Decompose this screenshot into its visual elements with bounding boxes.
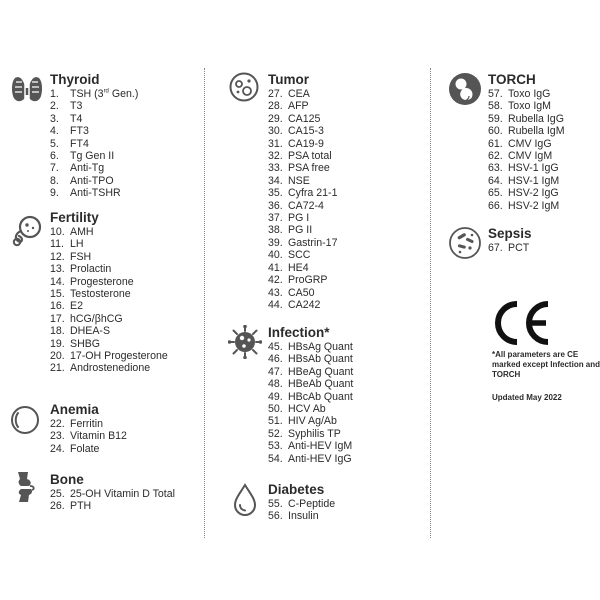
list-item [50,263,200,275]
tumor-cell-icon [228,72,262,106]
list-item [50,313,200,325]
item-number: 15. [50,288,65,301]
item-number: 2. [50,100,59,113]
bone-title: Bone [50,472,84,487]
list-item [268,187,423,199]
list-item [268,262,423,274]
item-number: 16. [50,300,65,313]
item-number: 11. [50,238,64,251]
item-label: Toxo IgG [508,88,551,100]
item-label: CA242 [288,298,321,311]
item-number: 18. [50,325,65,338]
item-label: Progesterone [70,275,134,288]
list-item [50,226,200,238]
fertility-title: Fertility [50,210,99,225]
item-number: 13. [50,263,65,276]
column-1 [10,72,200,532]
column-divider-1 [204,68,205,538]
item-label: Vitamin B12 [70,430,127,443]
infection-list [268,341,423,465]
list-item [488,175,598,187]
ce-mark-logo [490,300,552,346]
list-item [50,162,200,174]
section-torch [448,72,598,226]
section-thyroid [10,72,200,210]
list-item [268,428,423,440]
item-label: CA125 [288,112,321,125]
item-label: HBcAb Quant [288,390,353,403]
item-label: Folate [70,442,100,455]
item-label: PTH [70,500,92,513]
item-number: 56. [268,510,283,523]
list-item [268,415,423,427]
item-label: SHBG [70,337,101,350]
item-number: 14. [50,275,65,288]
list-item [268,299,423,311]
list-item [50,488,200,500]
list-item [268,341,423,353]
infection-title: Infection* [268,325,330,340]
list-item [268,150,423,162]
item-label: Anti-Tg [70,162,105,175]
list-item [488,88,598,100]
item-number: 23. [50,430,65,443]
item-label: CA15-3 [288,125,324,138]
fertility-icon [10,214,44,248]
list-item [50,300,200,312]
list-item [268,274,423,286]
item-label: HSV-1 IgM [508,174,560,187]
anemia-list [50,418,200,455]
section-tumor [228,72,423,325]
item-number: 67. [488,242,503,254]
item-number: 41. [268,261,283,274]
item-label: HSV-2 IgG [508,187,559,200]
list-item [268,403,423,415]
item-label: T3 [70,100,83,113]
tumor-list [268,88,423,311]
blood-cell-icon [10,404,44,438]
list-item [50,138,200,150]
item-number: 49. [268,390,283,403]
item-label: NSE [288,174,310,187]
item-number: 33. [268,162,283,175]
list-item [268,125,423,137]
item-number: 17. [50,312,65,325]
list-item [50,125,200,137]
item-number: 4. [50,125,59,138]
item-number: 38. [268,224,283,237]
item-number: 59. [488,112,503,125]
item-label: HBeAb Quant [288,378,354,391]
item-number: 27. [268,88,283,100]
list-item [268,162,423,174]
item-label: Anti-TPO [70,174,114,187]
item-number: 35. [268,187,283,200]
torch-list [488,88,598,212]
item-number: 44. [268,298,283,311]
list-item [268,453,423,465]
item-label: CMV IgM [508,150,553,163]
item-number: 45. [268,341,283,353]
item-label: HSV-2 IgM [508,199,560,212]
item-label: PSA free [288,162,330,175]
list-item [268,200,423,212]
column-divider-2 [430,68,431,538]
item-label: HSV-1 IgG [508,162,559,175]
item-number: 40. [268,249,283,262]
item-label: Tg Gen II [70,150,115,163]
item-label: 17-OH Progesterone [70,350,168,363]
list-item [268,88,423,100]
item-label: ProGRP [288,274,328,287]
list-item [488,138,598,150]
item-number: 25. [50,488,65,500]
item-number: 64. [488,174,503,187]
item-number: 51. [268,415,283,428]
item-number: 24. [50,442,65,455]
item-number: 48. [268,378,283,391]
list-item [50,251,200,263]
list-item [488,200,598,212]
item-number: 26. [50,500,65,513]
item-number: 28. [268,100,283,113]
list-item [50,362,200,374]
thyroid-icon [10,72,44,106]
item-number: 1. [50,88,59,100]
item-label: FT4 [70,137,89,150]
item-number: 63. [488,162,503,175]
item-label: HBsAg Quant [288,341,353,353]
list-item [50,350,200,362]
item-number: 43. [268,286,283,299]
list-item [50,443,200,455]
item-label: LH [70,238,84,251]
ce-note: *All parameters are CE marked except Infection and TORCH [492,350,600,379]
item-label: AFP [288,100,309,113]
list-item [50,325,200,337]
item-label: Syphilis TP [288,427,341,440]
item-label: T4 [70,112,83,125]
item-number: 37. [268,212,283,225]
blood-drop-icon [228,483,262,517]
list-item [488,100,598,112]
item-number: 55. [268,498,283,510]
item-number: 7. [50,162,59,175]
list-item [268,100,423,112]
item-number: 61. [488,137,503,150]
list-item [268,224,423,236]
item-label: Cyfra 21-1 [288,187,338,200]
list-item [268,113,423,125]
list-item [268,353,423,365]
sepsis-title: Sepsis [488,226,532,241]
virus-icon [228,325,262,359]
item-label: C-Peptide [288,498,336,510]
item-label: CEA [288,88,310,100]
list-item [50,276,200,288]
list-item [488,242,598,254]
item-number: 32. [268,150,283,163]
list-item [50,100,200,112]
list-item [50,88,200,100]
bone-joint-icon [10,470,44,504]
list-item [50,238,200,250]
item-label: Prolactin [70,263,112,276]
list-item [268,138,423,150]
item-label: SCC [288,249,311,262]
bone-list [50,488,200,513]
item-label: PSA total [288,150,332,163]
item-number: 50. [268,403,283,416]
item-number: 47. [268,365,283,378]
item-label: PCT [508,242,530,254]
item-label: HCV Ab [288,403,326,416]
section-bone [10,472,200,532]
item-number: 60. [488,125,503,138]
item-label: Rubella IgM [508,125,565,138]
item-number: 3. [50,112,59,125]
list-item [268,249,423,261]
item-label: Androstenedione [70,362,151,375]
item-number: 58. [488,100,503,113]
item-number: 30. [268,125,283,138]
item-label: CA72-4 [288,199,324,212]
item-number: 54. [268,452,283,465]
list-item [488,150,598,162]
list-item [50,113,200,125]
list-item [268,237,423,249]
item-number: 57. [488,88,503,100]
item-label: PG II [288,224,313,237]
list-item [50,150,200,162]
item-number: 21. [50,362,65,375]
item-superscript: rd [103,88,109,95]
list-item [50,338,200,350]
item-label: Rubella IgG [508,112,564,125]
item-label: FT3 [70,125,89,138]
thyroid-title: Thyroid [50,72,100,87]
item-label: Insulin [288,510,319,523]
item-number: 52. [268,427,283,440]
item-number: 5. [50,137,59,150]
item-number: 8. [50,174,59,187]
item-number: 12. [50,250,65,263]
item-number: 62. [488,150,503,163]
list-item [268,366,423,378]
section-diabetes [228,482,423,532]
item-label: CA50 [288,286,315,299]
item-number: 53. [268,440,283,453]
sepsis-list [488,242,598,254]
list-item [268,212,423,224]
item-label: hCG/βhCG [70,312,123,325]
list-item [268,287,423,299]
section-anemia [10,402,200,472]
updated-date: Updated May 2022 [492,393,562,402]
item-label: HBeAg Quant [288,365,354,378]
item-label: DHEA-S [70,325,111,338]
item-number: 39. [268,236,283,249]
fertility-list [50,226,200,375]
torch-title: TORCH [488,72,536,87]
anemia-title: Anemia [50,402,99,417]
item-label: TSH (3 [70,88,104,100]
item-number: 36. [268,199,283,212]
item-label: CMV IgG [508,137,552,150]
list-item [268,510,423,522]
section-sepsis [448,226,598,266]
item-label: Testosterone [70,288,131,301]
list-item [268,440,423,452]
item-number: 10. [50,226,65,238]
column-3 [448,72,598,266]
list-item [268,391,423,403]
item-number: 42. [268,274,283,287]
item-label: Gastrin-17 [288,236,338,249]
diabetes-list [268,498,423,523]
section-infection [228,325,423,482]
item-label: CA19-9 [288,137,324,150]
item-label: 25-OH Vitamin D Total [70,488,176,500]
list-item [488,113,598,125]
list-item [50,430,200,442]
item-number: 46. [268,353,283,366]
item-label: Anti-HEV IgG [288,452,352,465]
section-fertility [10,210,200,402]
item-label: HE4 [288,261,309,274]
item-label: HBsAb Quant [288,353,353,366]
item-number: 19. [50,337,65,350]
item-number: 6. [50,150,59,163]
item-label: Ferritin [70,418,103,430]
item-number: 66. [488,199,503,212]
list-item [50,500,200,512]
tumor-title: Tumor [268,72,309,87]
list-item [50,187,200,199]
list-item [268,175,423,187]
list-item [268,498,423,510]
bacteria-icon [448,226,482,260]
list-item [488,125,598,137]
item-label: Anti-HEV IgM [288,440,353,453]
item-number: 29. [268,112,283,125]
thyroid-list [50,88,200,200]
list-item [50,175,200,187]
item-number: 65. [488,187,503,200]
item-label: HIV Ag/Ab [288,415,337,428]
diabetes-title: Diabetes [268,482,325,497]
item-number: 22. [50,418,65,430]
list-item [50,418,200,430]
item-label: PG I [288,212,310,225]
item-number: 20. [50,350,65,363]
list-item [268,378,423,390]
item-number: 31. [268,137,283,150]
item-label: E2 [70,300,83,313]
item-number: 34. [268,174,283,187]
item-label: Toxo IgM [508,100,551,113]
fetus-icon [448,72,482,106]
item-number: 9. [50,187,59,200]
item-label-suffix: Gen.) [108,88,139,100]
list-item [488,162,598,174]
item-label: Anti-TSHR [70,187,121,200]
column-2 [228,72,423,532]
list-item [50,288,200,300]
list-item [488,187,598,199]
item-label: FSH [70,250,92,263]
item-label: AMH [70,226,94,238]
